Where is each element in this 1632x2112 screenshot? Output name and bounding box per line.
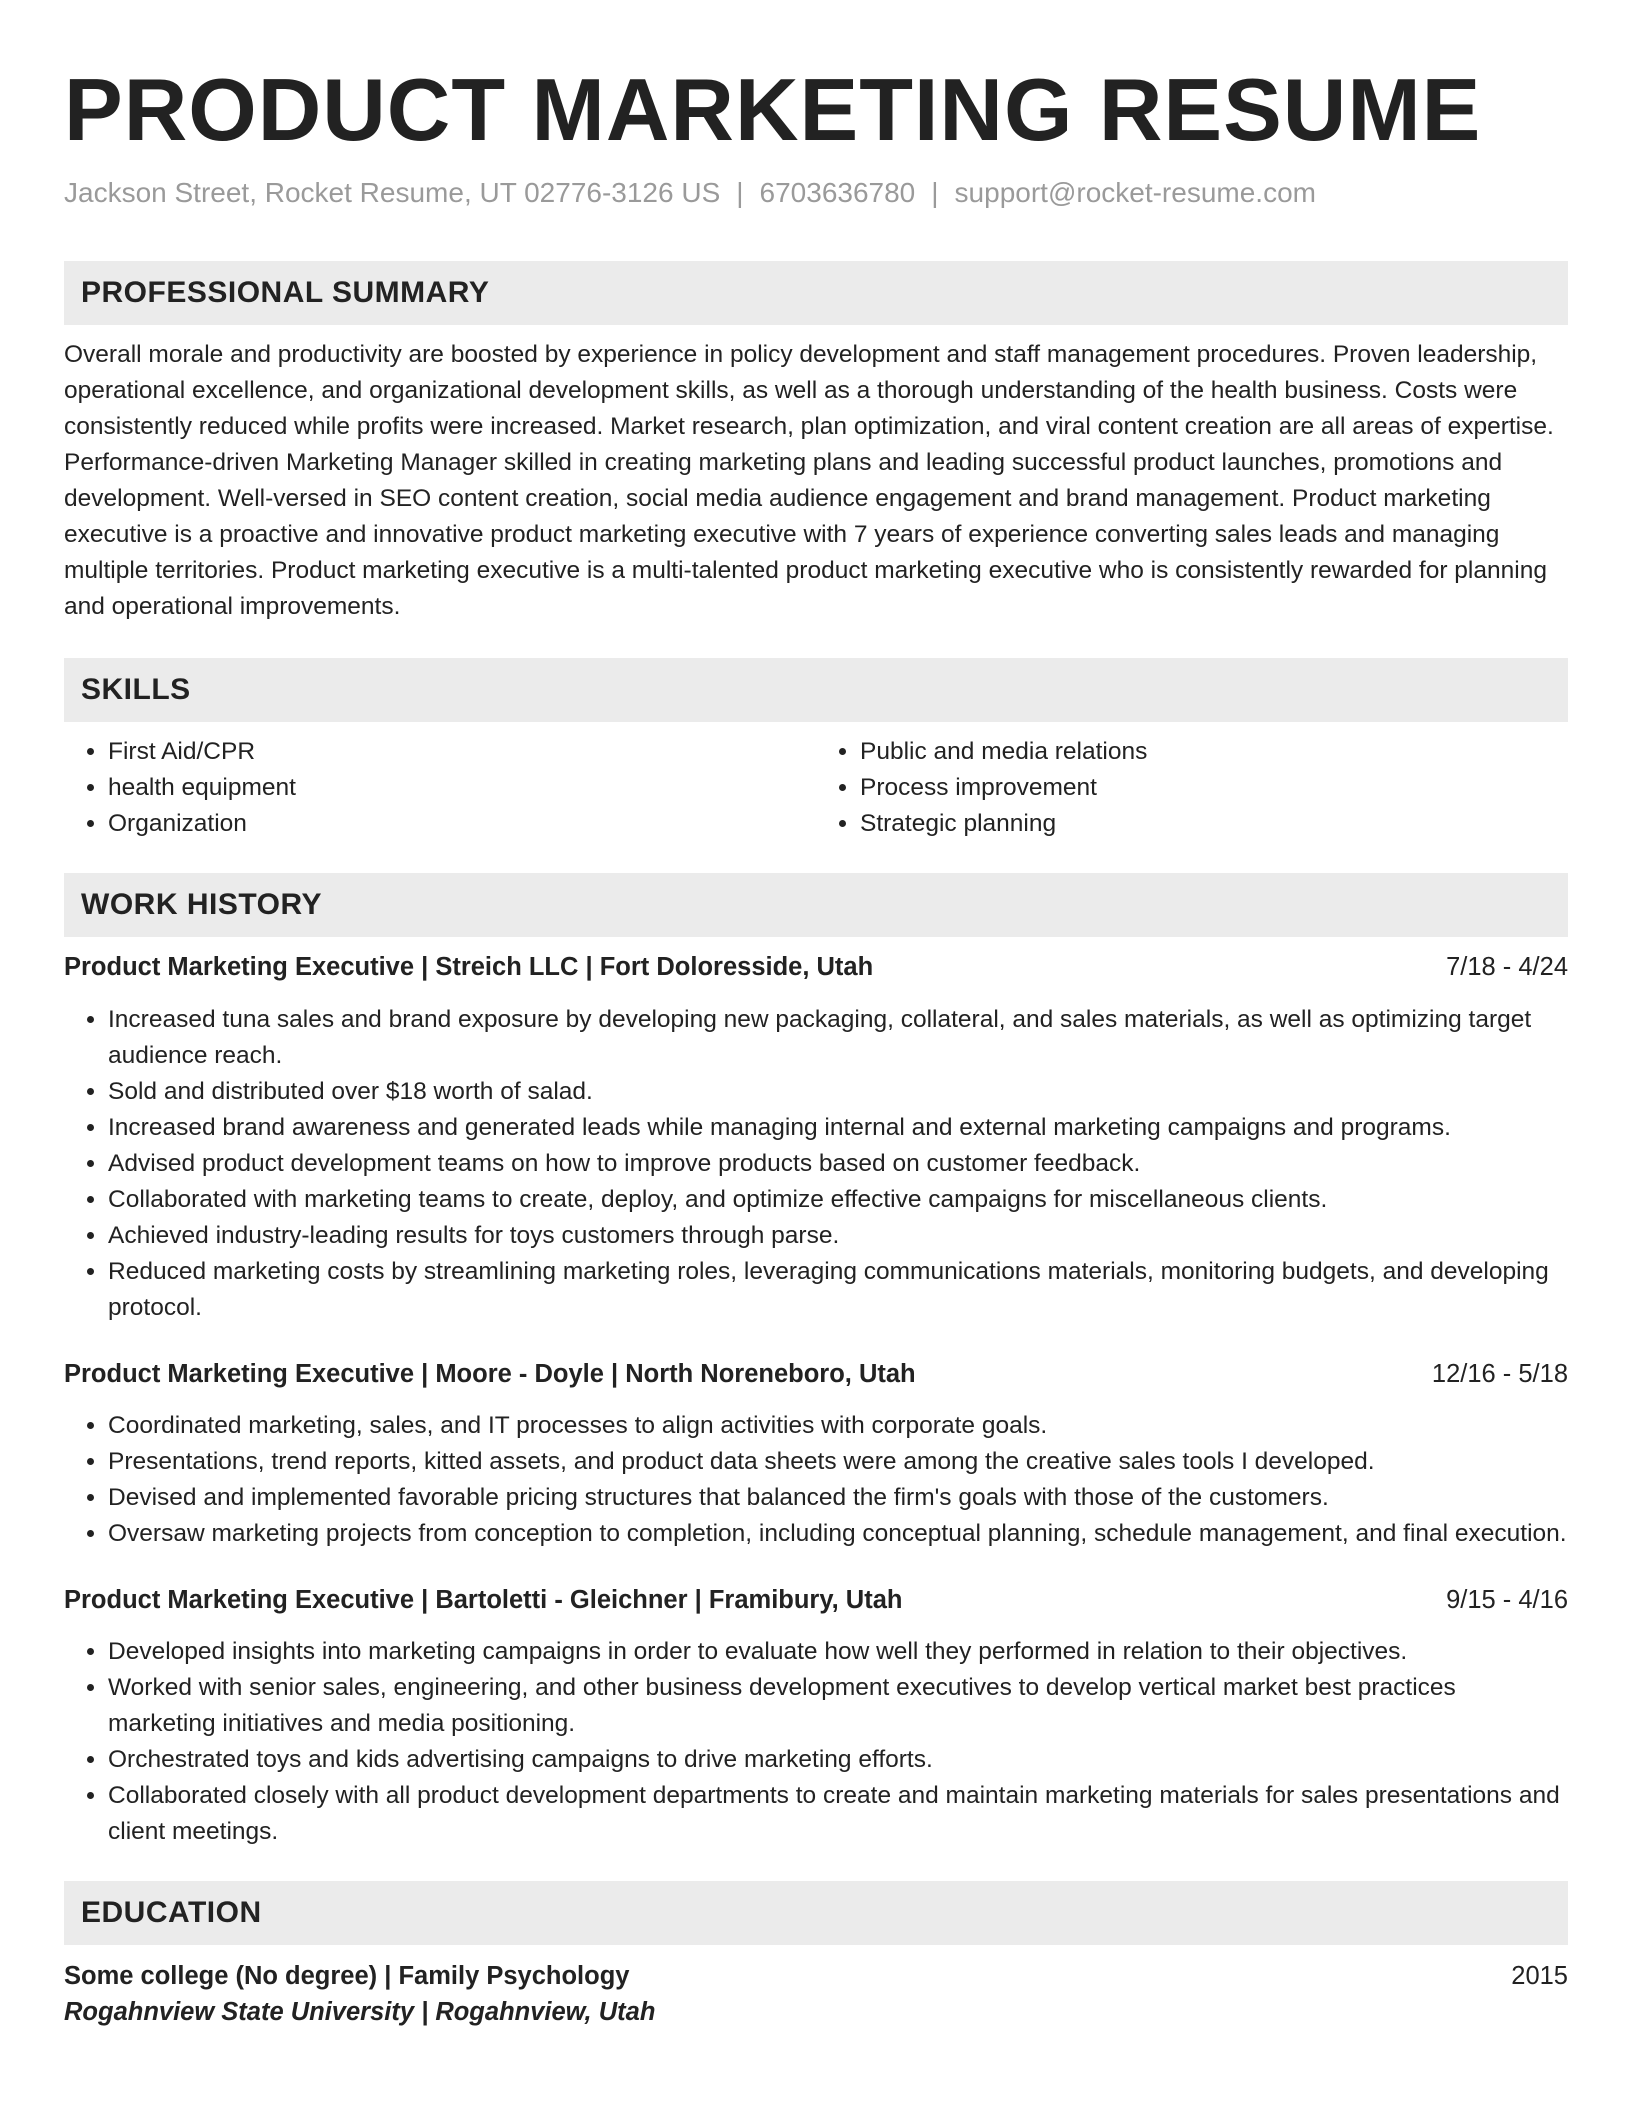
summary-text: Overall morale and productivity are boosted by experience in policy development and staff management procedures. Proven leadership, operational excellence, and organizational development skills, as well as a thorough understanding of the health business. Costs were consistently reduced while profits were increased. Market research, plan optimization, and viral content creation are all areas of expertise. Performance-driven Marketing Manager skilled in creating marketing plans and leading successful product launches, promotions and development. Well-versed in SEO content creation, social media audience engagement and brand management. Product marketing executive is a proactive and innovative product marketing executive with 7 years of experience converting sales leads and managing multiple territories. Product marketing executive is a multi-talented product marketing executive who is consistently rewarded for planning and operational improvements. xyxy=(64,340,1554,620)
job-bullet: • Oversaw marketing projects from conception to completion, including conceptual planning, schedule management, and final execution. xyxy=(108,1516,1568,1552)
skills-column-right xyxy=(816,734,1568,842)
job-title: Product Marketing Executive | Streich LLC | Fort Doloresside, Utah xyxy=(64,952,874,981)
skills-heading: SKILLS xyxy=(64,658,1568,722)
job-bullet: • Reduced marketing costs by streamlining marketing roles, leveraging communications materials, monitoring budgets, and developing protocol. xyxy=(108,1254,1568,1326)
skill-item: • Process improvement xyxy=(860,770,1568,806)
job-header xyxy=(64,949,1568,985)
education-school: Rogahnview State University | Rogahnview, Utah xyxy=(64,1997,656,2026)
job-dates: 9/15 - 4/16 xyxy=(1446,1585,1568,1614)
education-header xyxy=(64,1958,1568,1994)
contact-email: support@rocket-resume.com xyxy=(954,177,1316,208)
job-bullet: • Increased brand awareness and generated leads while managing internal and external marketing campaigns and programs. xyxy=(108,1110,1568,1146)
skill-item: • Organization xyxy=(108,806,816,842)
job-bullet: • Devised and implemented favorable pricing structures that balanced the firm's goals with those of the customers. xyxy=(108,1480,1568,1516)
skill-item: • Public and media relations xyxy=(860,734,1568,770)
job-dates: 7/18 - 4/24 xyxy=(1446,952,1568,981)
job-title: Product Marketing Executive | Bartoletti - Gleichner | Framibury, Utah xyxy=(64,1585,903,1614)
job-bullet: • Developed insights into marketing campaigns in order to evaluate how well they performed in relation to their objectives. xyxy=(108,1634,1568,1670)
education-degree: Some college (No degree) | Family Psychology xyxy=(64,1961,630,1990)
education-heading: EDUCATION xyxy=(64,1881,1568,1945)
contact-phone: 6703636780 xyxy=(759,177,916,208)
contact-line xyxy=(64,176,1568,210)
job-bullet: • Sold and distributed over $18 worth of salad. xyxy=(108,1074,1568,1110)
job-bullet: • Advised product development teams on how to improve products based on customer feedback. xyxy=(108,1146,1568,1182)
skills-list xyxy=(64,734,1568,842)
summary-heading: PROFESSIONAL SUMMARY xyxy=(64,261,1568,325)
job-entry xyxy=(64,949,1568,1326)
work-history-heading: WORK HISTORY xyxy=(64,873,1568,937)
job-header xyxy=(64,1582,1568,1618)
resume-title: PRODUCT MARKETING RESUME xyxy=(64,60,1482,159)
job-bullets xyxy=(64,1002,1568,1326)
job-bullet: • Coordinated marketing, sales, and IT processes to align activities with corporate goals. xyxy=(108,1408,1568,1444)
contact-separator: | xyxy=(736,177,744,208)
education-entry xyxy=(64,1958,1568,2030)
skill-item: • Strategic planning xyxy=(860,806,1568,842)
education-year: 2015 xyxy=(1511,1961,1568,1990)
job-bullet: • Orchestrated toys and kids advertising campaigns to drive marketing efforts. xyxy=(108,1742,1568,1778)
job-bullets xyxy=(64,1408,1568,1552)
job-bullet: • Increased tuna sales and brand exposure by developing new packaging, collateral, and sales materials, as well as optimizing target audience reach. xyxy=(108,1002,1568,1074)
job-entry xyxy=(64,1582,1568,1850)
contact-separator: | xyxy=(931,177,939,208)
job-bullet: • Presentations, trend reports, kitted assets, and product data sheets were among the creative sales tools I developed. xyxy=(108,1444,1568,1480)
job-bullets xyxy=(64,1634,1568,1850)
contact-address: Jackson Street, Rocket Resume, UT 02776-3126 US xyxy=(64,177,721,208)
skills-column-left xyxy=(64,734,816,842)
job-bullet: • Collaborated closely with all product development departments to create and maintain marketing materials for sales presentations and client meetings. xyxy=(108,1778,1568,1850)
job-header xyxy=(64,1356,1568,1392)
job-dates: 12/16 - 5/18 xyxy=(1431,1359,1568,1388)
job-title: Product Marketing Executive | Moore - Doyle | North Noreneboro, Utah xyxy=(64,1359,916,1388)
skill-item: • health equipment xyxy=(108,770,816,806)
job-bullet: • Achieved industry-leading results for toys customers through parse. xyxy=(108,1218,1568,1254)
job-bullet: • Worked with senior sales, engineering, and other business development executives to develop vertical market best practices marketing initiatives and media positioning. xyxy=(108,1670,1568,1742)
skill-item: • First Aid/CPR xyxy=(108,734,816,770)
job-bullet: • Collaborated with marketing teams to create, deploy, and optimize effective campaigns for miscellaneous clients. xyxy=(108,1182,1568,1218)
job-entry xyxy=(64,1356,1568,1552)
